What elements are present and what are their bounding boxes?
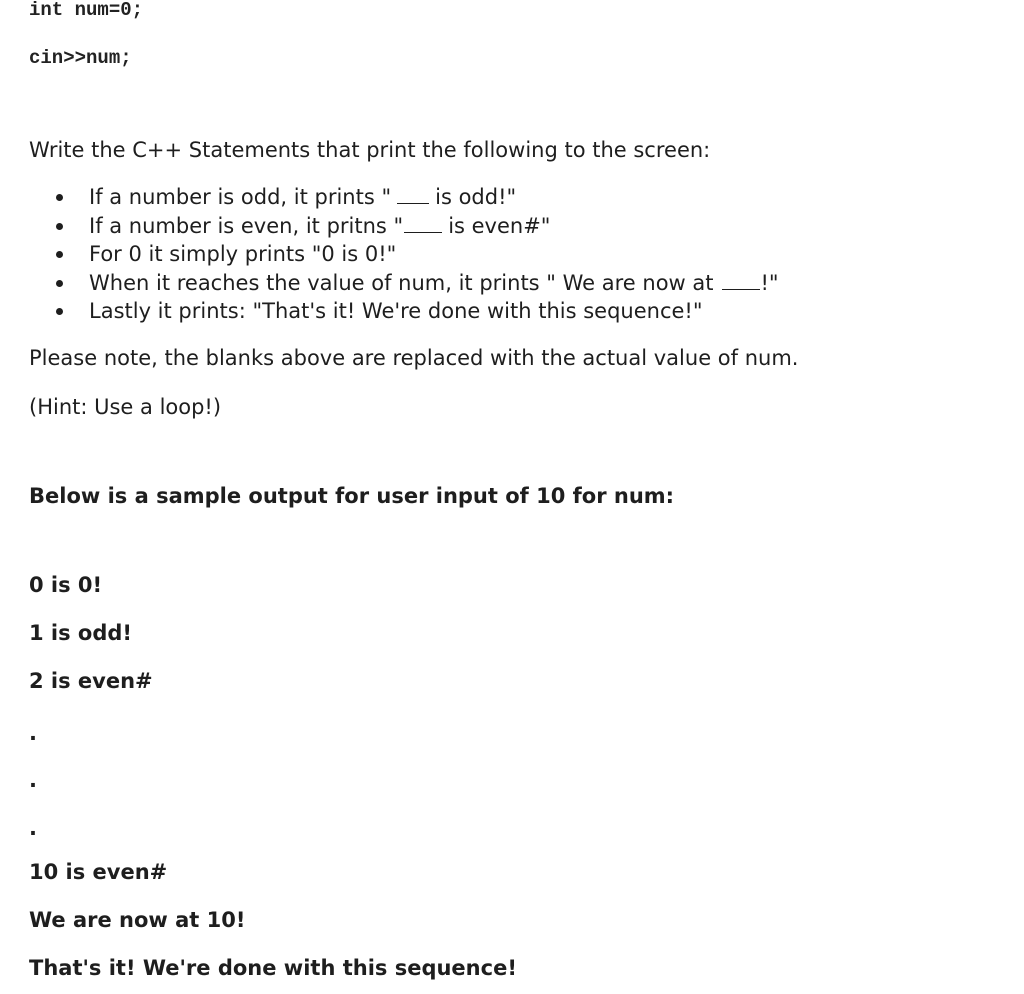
hint-text: (Hint: Use a loop!) bbox=[29, 395, 222, 419]
requirements-list bbox=[29, 183, 779, 326]
bullet-icon bbox=[56, 308, 63, 315]
list-item-text-end: is odd!" bbox=[435, 185, 517, 209]
bullet-icon bbox=[56, 223, 63, 230]
list-item bbox=[29, 269, 779, 298]
list-item bbox=[29, 240, 779, 269]
output-line: 2 is even# bbox=[29, 669, 153, 693]
output-line: 0 is 0! bbox=[29, 573, 103, 597]
list-item-text: For 0 it simply prints "0 is 0!" bbox=[89, 242, 397, 266]
list-item-text: If a number is odd, it prints " bbox=[89, 185, 392, 209]
blank-line bbox=[404, 214, 442, 233]
output-line: We are now at 10! bbox=[29, 908, 246, 932]
note-text: Please note, the blanks above are replaced with the actual value of num. bbox=[29, 346, 799, 370]
output-line: 1 is odd! bbox=[29, 621, 133, 645]
ellipsis-line: . bbox=[29, 816, 37, 840]
list-item-text: If a number is even, it pritns " bbox=[89, 213, 404, 238]
code-line-input: cin>>num; bbox=[29, 47, 132, 69]
instructions-intro: Write the C++ Statements that print the following to the screen: bbox=[29, 138, 711, 162]
list-item bbox=[29, 297, 779, 326]
bullet-icon bbox=[56, 251, 63, 258]
blank-line bbox=[397, 185, 429, 204]
ellipsis-line: . bbox=[29, 768, 37, 792]
bullet-icon bbox=[56, 194, 63, 201]
list-item-text-end: is even#" bbox=[448, 213, 551, 238]
output-line: 10 is even# bbox=[29, 860, 168, 884]
sample-heading: Below is a sample output for user input of 10 for num: bbox=[29, 484, 675, 508]
output-line: That's it! We're done with this sequence! bbox=[29, 956, 517, 980]
list-item-text: When it reaches the value of num, it prints " We are now at bbox=[89, 270, 714, 295]
list-item bbox=[29, 212, 779, 241]
list-item-text: Lastly it prints: "That's it! We're done with this sequence!" bbox=[89, 299, 703, 323]
code-line-declare: int num=0; bbox=[29, 0, 144, 21]
blank-line bbox=[722, 271, 760, 290]
list-item-text-end: !" bbox=[760, 270, 779, 295]
list-item bbox=[29, 183, 779, 212]
bullet-icon bbox=[56, 280, 63, 287]
ellipsis-line: . bbox=[29, 721, 37, 745]
